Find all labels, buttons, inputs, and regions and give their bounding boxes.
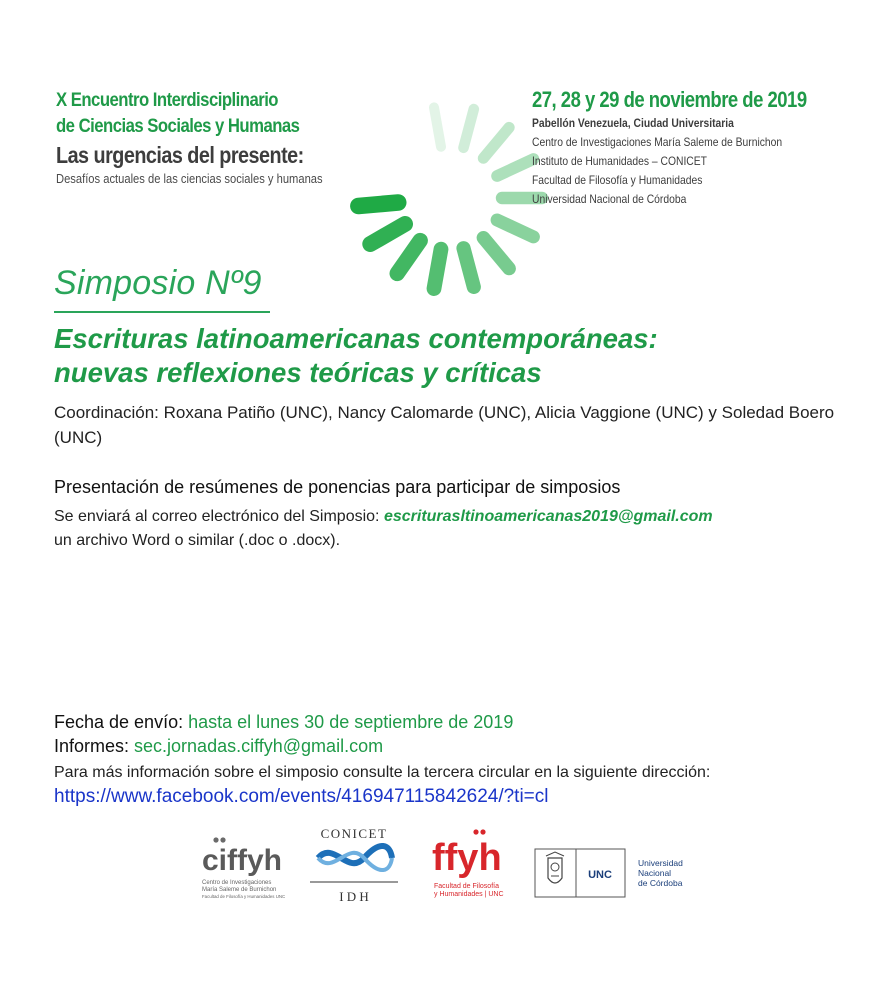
ciffyh-logo-text: ciffyh	[202, 844, 283, 877]
ffyh-logo-mark	[430, 828, 514, 904]
organizer-4: Universidad Nacional de Córdoba	[532, 192, 687, 206]
spinner-bar	[434, 249, 441, 288]
ciffyh-logo	[200, 834, 286, 904]
deadline-label: Fecha de envío:	[54, 712, 189, 732]
spinner-bar	[397, 241, 420, 274]
event-title-block	[56, 88, 356, 188]
submission-body	[54, 505, 854, 553]
deadline-block	[54, 710, 513, 758]
conicet-idh-logo	[306, 826, 402, 906]
event-title-line1: X Encuentro Interdisciplinario	[56, 90, 279, 111]
facebook-event-link[interactable]: https://www.facebook.com/events/416947115842624/?ti=cl	[54, 786, 549, 807]
organizer-3: Facultad de Filosofía y Humanidades	[532, 173, 703, 187]
event-subtheme: Desafíos actuales de las ciencias sociales y humanas	[56, 171, 323, 186]
symposium-email-link[interactable]: escriturasltinoamericanas2019@gmail.com	[383, 508, 713, 525]
spinner-bar	[434, 107, 441, 146]
ciffyh-sub2: María Saleme de Burnichon	[202, 887, 277, 893]
unc-line1: Universidad	[638, 858, 683, 868]
conicet-top-text: CONICET	[320, 826, 388, 841]
event-spinner-logo	[350, 88, 550, 318]
contact-email-link[interactable]: sec.jornadas.ciffyh@gmail.com	[134, 736, 384, 756]
spinner-bar	[483, 238, 509, 269]
ciffyh-sub1: Centro de Investigaciones	[202, 880, 272, 886]
spinner-bar	[497, 159, 533, 176]
unc-abbr: UNC	[588, 869, 612, 881]
submission-text: Se enviará al correo electrónico del Simposio:	[54, 508, 384, 525]
symposium-title	[54, 322, 658, 390]
spinner-bar	[464, 248, 474, 287]
symposium-label: Simposio Nº9	[54, 264, 262, 302]
unc-logo	[534, 848, 694, 902]
event-venue: Pabellón Venezuela, Ciudad Universitaria	[532, 116, 734, 130]
unc-line3: de Córdoba	[638, 878, 683, 888]
spinner-bar	[497, 220, 533, 237]
ffyh-logo-text: ffyh	[432, 837, 502, 879]
ffyh-sub2: y Humanidades | UNC	[434, 891, 504, 898]
unc-logo-mark	[534, 848, 694, 902]
event-info-block	[532, 86, 852, 209]
spinner-bar	[370, 224, 405, 244]
submission-heading: Presentación de resúmenes de ponencias para participar de simposios	[54, 477, 621, 497]
organizer-1: Centro de Investigaciones María Saleme de Burnichon	[532, 135, 783, 149]
conicet-logo-mark	[306, 826, 402, 906]
unc-line2: Nacional	[638, 868, 672, 878]
symposium-title-line1: Escrituras latinoamericanas contemporáneas:	[54, 323, 658, 354]
coordination-text: Coordinación: Roxana Patiño (UNC), Nancy Calomarde (UNC), Alicia Vaggione (UNC) y Soledad Boero (UNC)	[54, 403, 835, 447]
organizer-2: Instituto de Humanidades – CONICET	[532, 154, 707, 168]
event-title-line2: de Ciencias Sociales y Humanas	[56, 116, 300, 137]
symposium-divider	[54, 311, 270, 313]
conicet-bottom-text: I D H	[339, 889, 369, 904]
spinner-bar	[483, 128, 509, 159]
spinner-bar	[464, 109, 474, 148]
ffyh-sub1: Facultad de Filosofía	[434, 883, 499, 890]
unc-crest-icon	[546, 852, 564, 883]
more-info-text: Para más información sobre el simposio consulte la tercera circular en la siguiente dirección:	[54, 764, 711, 781]
spinner-bar	[358, 203, 398, 207]
event-theme: Las urgencias del presente:	[56, 142, 304, 168]
sponsor-logos	[0, 826, 875, 916]
ciffyh-logo-mark	[200, 834, 286, 904]
ffyh-logo	[430, 828, 514, 904]
deadline-value: hasta el lunes 30 de septiembre de 2019	[188, 712, 514, 732]
contact-label: Informes:	[54, 736, 135, 756]
ciffyh-sub3: Facultad de Filosofía y Humanidades UNC	[202, 894, 286, 899]
event-dates: 27, 28 y 29 de noviembre de 2019	[532, 87, 807, 112]
submission-format-text: un archivo Word o similar (.doc o .docx).	[54, 532, 341, 549]
symposium-title-line2: nuevas reflexiones teóricas y críticas	[54, 357, 542, 388]
